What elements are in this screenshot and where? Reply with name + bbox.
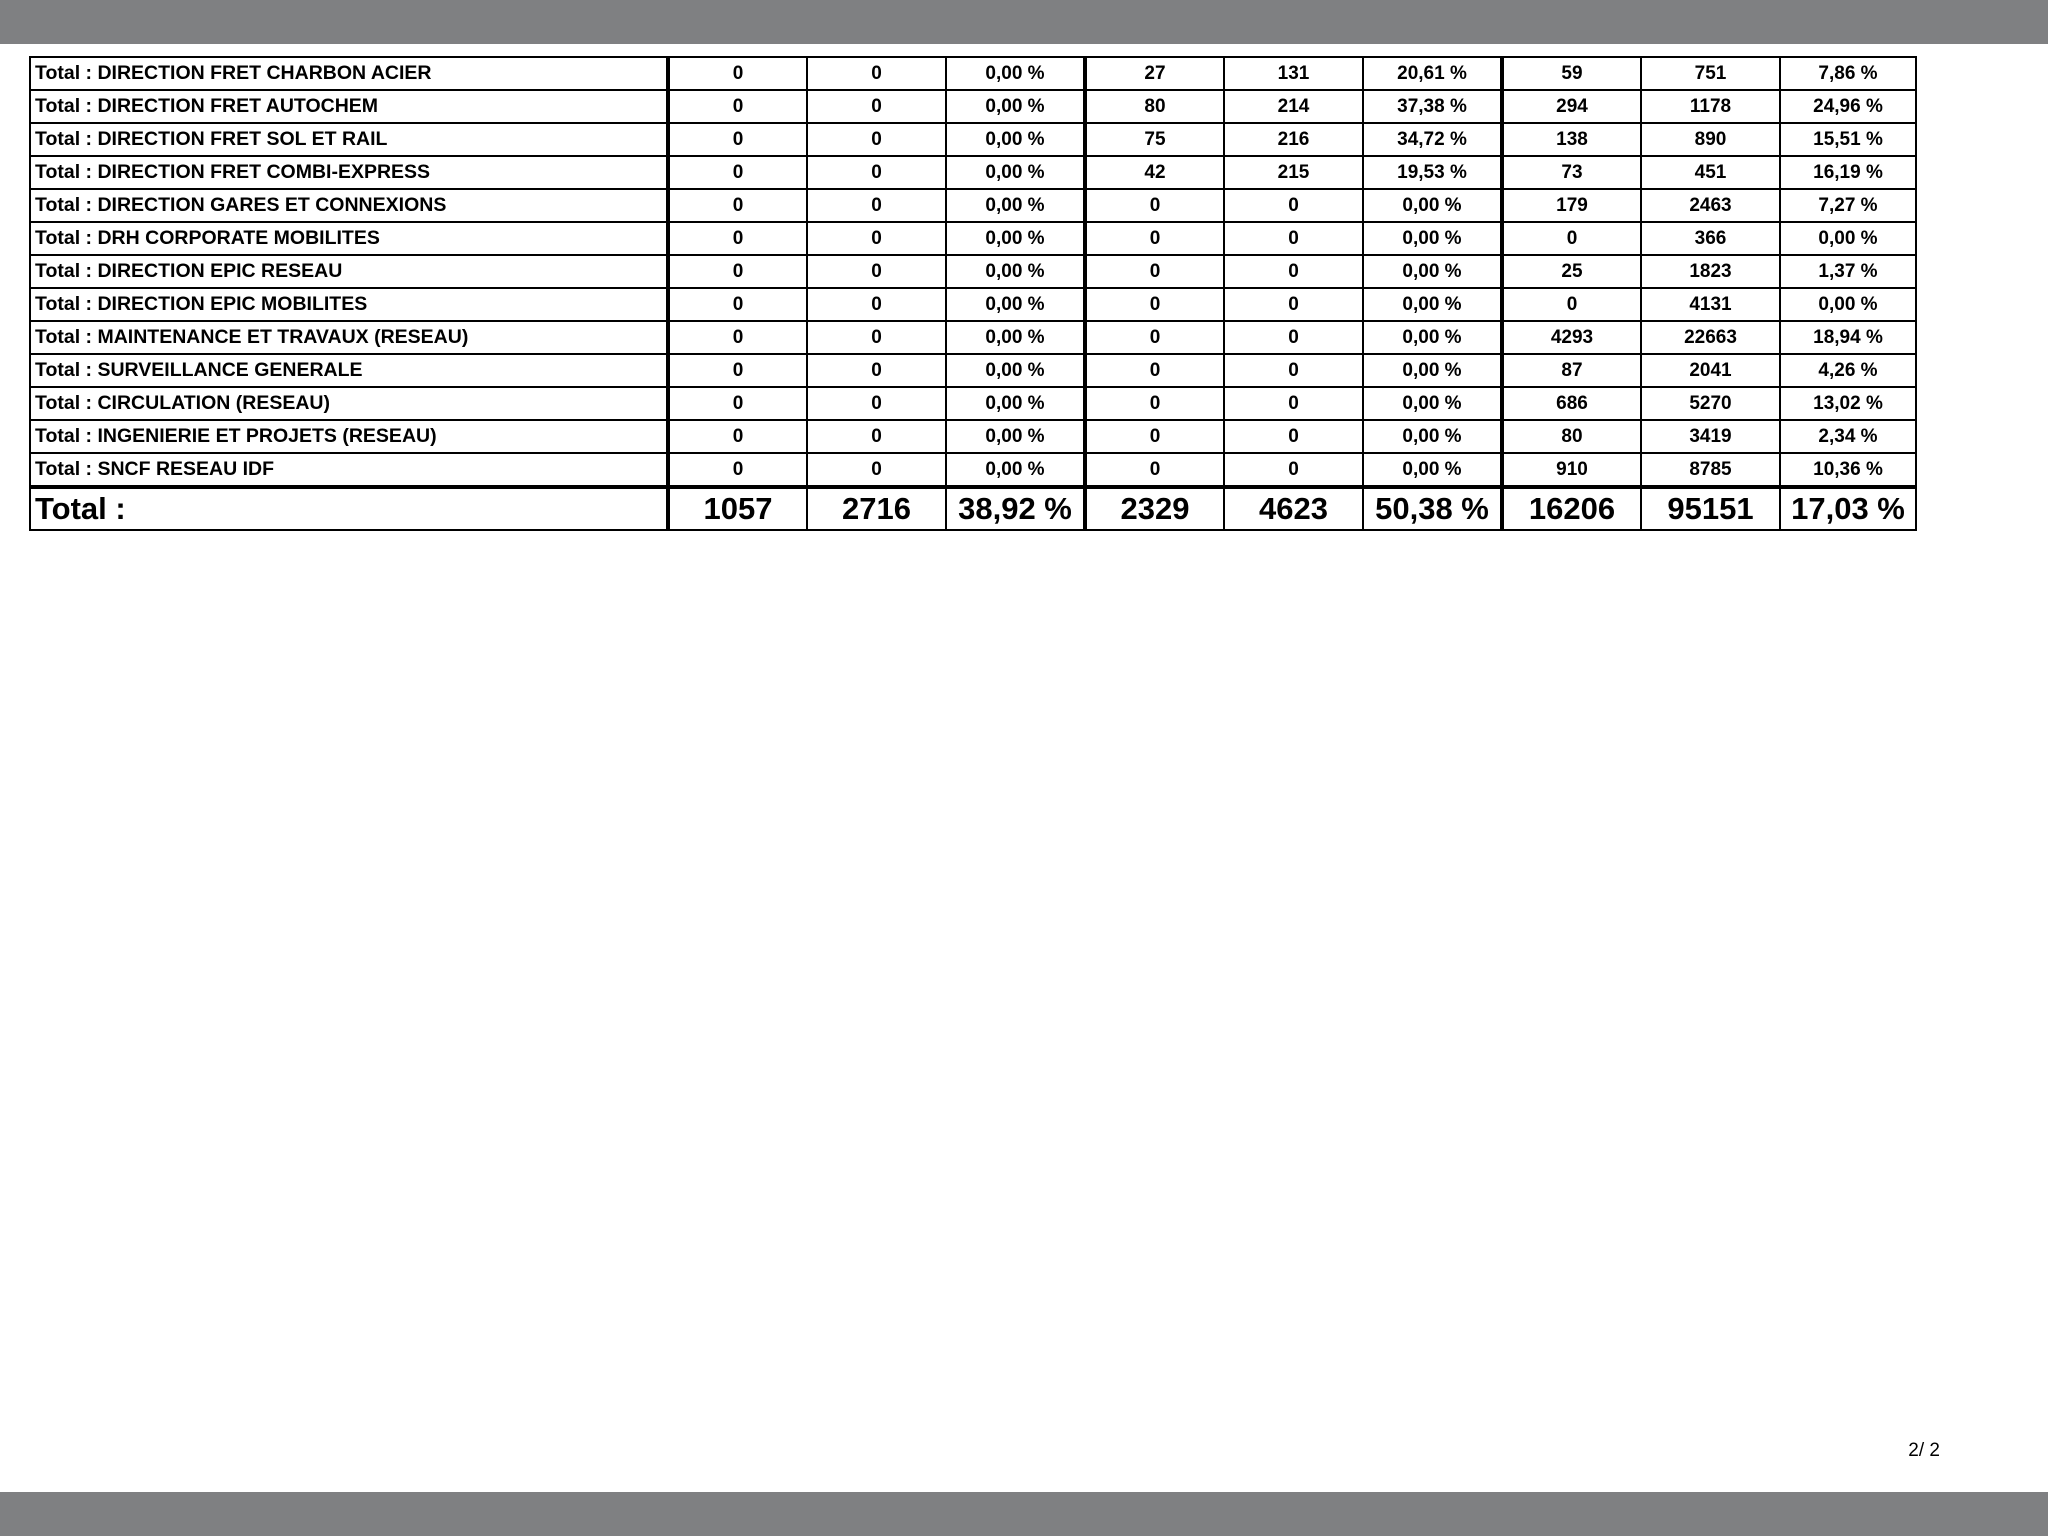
table-row (30, 255, 1916, 288)
cell-c5: 131 (1224, 57, 1363, 90)
row-label: Total : INGENIERIE ET PROJETS (RESEAU) (30, 420, 668, 453)
cell-c3: 0,00 % (946, 354, 1085, 387)
cell-c8: 751 (1641, 57, 1780, 90)
cell-c9: 0,00 % (1780, 222, 1916, 255)
cell-c4: 42 (1085, 156, 1224, 189)
cell-c4: 0 (1085, 189, 1224, 222)
cell-c7: 294 (1502, 90, 1641, 123)
cell-c3: 0,00 % (946, 222, 1085, 255)
cell-c3: 0,00 % (946, 453, 1085, 487)
cell-c8: 2041 (1641, 354, 1780, 387)
cell-c5: 0 (1224, 453, 1363, 487)
cell-c6: 0,00 % (1363, 420, 1502, 453)
cell-c3: 0,00 % (946, 255, 1085, 288)
cell-c8: 1823 (1641, 255, 1780, 288)
cell-c8: 451 (1641, 156, 1780, 189)
row-label: Total : DIRECTION FRET CHARBON ACIER (30, 57, 668, 90)
cell-c2: 0 (807, 354, 946, 387)
grand-total-c7: 16206 (1502, 487, 1641, 530)
cell-c5: 214 (1224, 90, 1363, 123)
row-label: Total : SNCF RESEAU IDF (30, 453, 668, 487)
cell-c6: 0,00 % (1363, 354, 1502, 387)
cell-c2: 0 (807, 420, 946, 453)
cell-c3: 0,00 % (946, 321, 1085, 354)
cell-c8: 4131 (1641, 288, 1780, 321)
cell-c4: 0 (1085, 354, 1224, 387)
cell-c9: 24,96 % (1780, 90, 1916, 123)
grand-total-c8: 95151 (1641, 487, 1780, 530)
viewer-bottom-bar (0, 1492, 2048, 1536)
cell-c8: 8785 (1641, 453, 1780, 487)
cell-c8: 3419 (1641, 420, 1780, 453)
cell-c8: 22663 (1641, 321, 1780, 354)
cell-c6: 37,38 % (1363, 90, 1502, 123)
cell-c4: 0 (1085, 222, 1224, 255)
cell-c2: 0 (807, 453, 946, 487)
cell-c9: 0,00 % (1780, 288, 1916, 321)
cell-c3: 0,00 % (946, 387, 1085, 420)
cell-c2: 0 (807, 90, 946, 123)
row-label: Total : DRH CORPORATE MOBILITES (30, 222, 668, 255)
cell-c4: 0 (1085, 255, 1224, 288)
cell-c4: 0 (1085, 321, 1224, 354)
cell-c4: 75 (1085, 123, 1224, 156)
document-page (0, 44, 2048, 1492)
page-number: 2/ 2 (1908, 1440, 1940, 1461)
cell-c7: 910 (1502, 453, 1641, 487)
cell-c4: 0 (1085, 288, 1224, 321)
cell-c7: 179 (1502, 189, 1641, 222)
cell-c1: 0 (668, 387, 807, 420)
cell-c6: 20,61 % (1363, 57, 1502, 90)
cell-c6: 0,00 % (1363, 453, 1502, 487)
cell-c7: 686 (1502, 387, 1641, 420)
row-label: Total : DIRECTION GARES ET CONNEXIONS (30, 189, 668, 222)
row-label: Total : SURVEILLANCE GENERALE (30, 354, 668, 387)
cell-c7: 4293 (1502, 321, 1641, 354)
cell-c5: 0 (1224, 321, 1363, 354)
cell-c1: 0 (668, 57, 807, 90)
cell-c3: 0,00 % (946, 156, 1085, 189)
cell-c5: 0 (1224, 288, 1363, 321)
grand-total-row (30, 487, 1916, 530)
row-label: Total : MAINTENANCE ET TRAVAUX (RESEAU) (30, 321, 668, 354)
cell-c1: 0 (668, 321, 807, 354)
cell-c9: 16,19 % (1780, 156, 1916, 189)
grand-total-c4: 2329 (1085, 487, 1224, 530)
row-label: Total : DIRECTION FRET SOL ET RAIL (30, 123, 668, 156)
cell-c2: 0 (807, 255, 946, 288)
cell-c7: 138 (1502, 123, 1641, 156)
cell-c2: 0 (807, 123, 946, 156)
cell-c3: 0,00 % (946, 189, 1085, 222)
cell-c7: 25 (1502, 255, 1641, 288)
cell-c9: 10,36 % (1780, 453, 1916, 487)
cell-c9: 18,94 % (1780, 321, 1916, 354)
table-row (30, 222, 1916, 255)
cell-c5: 0 (1224, 255, 1363, 288)
cell-c1: 0 (668, 288, 807, 321)
cell-c6: 34,72 % (1363, 123, 1502, 156)
table-row (30, 90, 1916, 123)
cell-c1: 0 (668, 222, 807, 255)
cell-c6: 19,53 % (1363, 156, 1502, 189)
cell-c5: 0 (1224, 354, 1363, 387)
row-label: Total : DIRECTION FRET AUTOCHEM (30, 90, 668, 123)
grand-total-c1: 1057 (668, 487, 807, 530)
grand-total-c2: 2716 (807, 487, 946, 530)
row-label: Total : DIRECTION EPIC MOBILITES (30, 288, 668, 321)
cell-c1: 0 (668, 123, 807, 156)
cell-c7: 87 (1502, 354, 1641, 387)
cell-c8: 366 (1641, 222, 1780, 255)
cell-c6: 0,00 % (1363, 222, 1502, 255)
cell-c3: 0,00 % (946, 57, 1085, 90)
cell-c3: 0,00 % (946, 288, 1085, 321)
cell-c1: 0 (668, 156, 807, 189)
grand-total-label: Total : (30, 487, 668, 530)
table-row (30, 420, 1916, 453)
table-row (30, 156, 1916, 189)
cell-c4: 0 (1085, 453, 1224, 487)
cell-c2: 0 (807, 321, 946, 354)
cell-c1: 0 (668, 453, 807, 487)
viewer-top-bar (0, 0, 2048, 44)
table-row (30, 57, 1916, 90)
grand-total-c6: 50,38 % (1363, 487, 1502, 530)
cell-c2: 0 (807, 189, 946, 222)
cell-c8: 5270 (1641, 387, 1780, 420)
cell-c5: 0 (1224, 387, 1363, 420)
cell-c6: 0,00 % (1363, 288, 1502, 321)
table-row (30, 321, 1916, 354)
cell-c1: 0 (668, 354, 807, 387)
cell-c7: 0 (1502, 288, 1641, 321)
cell-c3: 0,00 % (946, 90, 1085, 123)
table-row (30, 123, 1916, 156)
cell-c7: 0 (1502, 222, 1641, 255)
cell-c4: 0 (1085, 420, 1224, 453)
cell-c5: 0 (1224, 420, 1363, 453)
report-table-body (30, 57, 1916, 530)
cell-c9: 13,02 % (1780, 387, 1916, 420)
cell-c2: 0 (807, 57, 946, 90)
cell-c7: 73 (1502, 156, 1641, 189)
grand-total-c3: 38,92 % (946, 487, 1085, 530)
row-label: Total : DIRECTION FRET COMBI-EXPRESS (30, 156, 668, 189)
cell-c6: 0,00 % (1363, 321, 1502, 354)
table-row (30, 453, 1916, 487)
table-row (30, 354, 1916, 387)
grand-total-c5: 4623 (1224, 487, 1363, 530)
cell-c5: 216 (1224, 123, 1363, 156)
report-table (29, 56, 1917, 531)
cell-c6: 0,00 % (1363, 255, 1502, 288)
cell-c4: 0 (1085, 387, 1224, 420)
cell-c8: 2463 (1641, 189, 1780, 222)
cell-c9: 1,37 % (1780, 255, 1916, 288)
cell-c3: 0,00 % (946, 123, 1085, 156)
cell-c2: 0 (807, 222, 946, 255)
cell-c9: 15,51 % (1780, 123, 1916, 156)
cell-c9: 7,86 % (1780, 57, 1916, 90)
cell-c7: 59 (1502, 57, 1641, 90)
cell-c1: 0 (668, 90, 807, 123)
cell-c4: 27 (1085, 57, 1224, 90)
cell-c1: 0 (668, 189, 807, 222)
cell-c8: 1178 (1641, 90, 1780, 123)
row-label: Total : DIRECTION EPIC RESEAU (30, 255, 668, 288)
cell-c9: 2,34 % (1780, 420, 1916, 453)
table-row (30, 288, 1916, 321)
cell-c4: 80 (1085, 90, 1224, 123)
table-row (30, 189, 1916, 222)
cell-c7: 80 (1502, 420, 1641, 453)
cell-c2: 0 (807, 387, 946, 420)
cell-c6: 0,00 % (1363, 387, 1502, 420)
row-label: Total : CIRCULATION (RESEAU) (30, 387, 668, 420)
cell-c9: 4,26 % (1780, 354, 1916, 387)
cell-c5: 215 (1224, 156, 1363, 189)
cell-c2: 0 (807, 288, 946, 321)
cell-c5: 0 (1224, 189, 1363, 222)
cell-c1: 0 (668, 255, 807, 288)
cell-c5: 0 (1224, 222, 1363, 255)
cell-c6: 0,00 % (1363, 189, 1502, 222)
cell-c9: 7,27 % (1780, 189, 1916, 222)
cell-c3: 0,00 % (946, 420, 1085, 453)
cell-c8: 890 (1641, 123, 1780, 156)
table-row (30, 387, 1916, 420)
grand-total-c9: 17,03 % (1780, 487, 1916, 530)
cell-c1: 0 (668, 420, 807, 453)
cell-c2: 0 (807, 156, 946, 189)
